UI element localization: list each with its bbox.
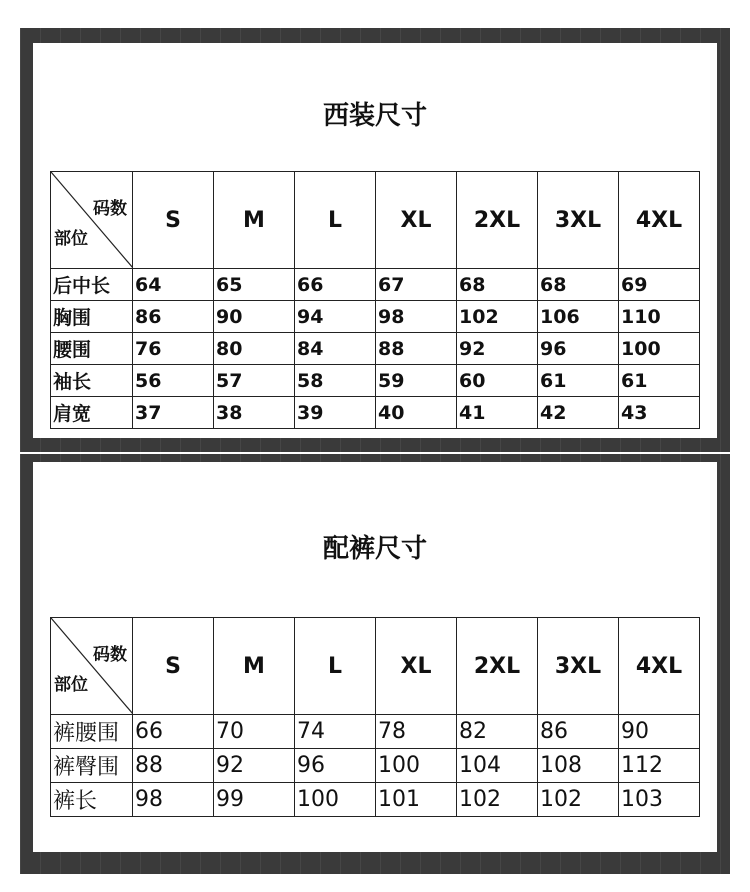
value-cell: 88 xyxy=(133,749,214,783)
value-cell: 60 xyxy=(457,365,538,397)
value-cell: 110 xyxy=(619,301,700,333)
size-header-l: L xyxy=(295,618,376,715)
value-cell: 112 xyxy=(619,749,700,783)
value-cell: 84 xyxy=(295,333,376,365)
value-cell: 76 xyxy=(133,333,214,365)
pants-size-title: 配裤尺寸 xyxy=(322,534,427,564)
corner-label-part: 部位 xyxy=(54,675,88,695)
size-header-4xl: 4XL xyxy=(619,618,700,715)
header-row xyxy=(51,172,700,269)
value-cell: 101 xyxy=(376,783,457,817)
row-label: 裤臀围 xyxy=(51,749,133,783)
corner-cell xyxy=(51,618,133,715)
value-cell: 98 xyxy=(133,783,214,817)
value-cell: 86 xyxy=(538,715,619,749)
value-cell: 68 xyxy=(457,269,538,301)
value-cell: 39 xyxy=(295,397,376,429)
value-cell: 69 xyxy=(619,269,700,301)
value-cell: 59 xyxy=(376,365,457,397)
table-row xyxy=(51,397,700,429)
value-cell: 61 xyxy=(619,365,700,397)
size-header-m: M xyxy=(214,618,295,715)
value-cell: 102 xyxy=(457,783,538,817)
value-cell: 64 xyxy=(133,269,214,301)
size-header-l: L xyxy=(295,172,376,269)
corner-label-size: 码数 xyxy=(93,199,127,219)
value-cell: 94 xyxy=(295,301,376,333)
size-header-3xl: 3XL xyxy=(538,618,619,715)
value-cell: 43 xyxy=(619,397,700,429)
value-cell: 67 xyxy=(376,269,457,301)
size-header-2xl: 2XL xyxy=(457,618,538,715)
table-row xyxy=(51,269,700,301)
value-cell: 56 xyxy=(133,365,214,397)
value-cell: 103 xyxy=(619,783,700,817)
row-label: 袖长 xyxy=(51,365,133,397)
size-header-s: S xyxy=(133,618,214,715)
table-row xyxy=(51,301,700,333)
size-header-s: S xyxy=(133,172,214,269)
row-label: 裤腰围 xyxy=(51,715,133,749)
row-label: 腰围 xyxy=(51,333,133,365)
value-cell: 90 xyxy=(214,301,295,333)
diagonal-line xyxy=(51,618,133,714)
table-row xyxy=(51,715,700,749)
value-cell: 92 xyxy=(457,333,538,365)
row-label: 后中长 xyxy=(51,269,133,301)
diagonal-line xyxy=(51,172,133,268)
value-cell: 98 xyxy=(376,301,457,333)
value-cell: 40 xyxy=(376,397,457,429)
value-cell: 66 xyxy=(133,715,214,749)
value-cell: 41 xyxy=(457,397,538,429)
size-header-m: M xyxy=(214,172,295,269)
value-cell: 86 xyxy=(133,301,214,333)
pants-section-panel xyxy=(33,462,717,852)
value-cell: 68 xyxy=(538,269,619,301)
value-cell: 37 xyxy=(133,397,214,429)
size-header-2xl: 2XL xyxy=(457,172,538,269)
pants-size-table xyxy=(50,617,700,817)
value-cell: 66 xyxy=(295,269,376,301)
corner-label-part: 部位 xyxy=(54,229,88,249)
value-cell: 38 xyxy=(214,397,295,429)
value-cell: 90 xyxy=(619,715,700,749)
corner-label-size: 码数 xyxy=(93,645,127,665)
suit-section-panel xyxy=(33,43,717,438)
pants-section-frame xyxy=(20,454,730,874)
value-cell: 92 xyxy=(214,749,295,783)
suit-size-title: 西装尺寸 xyxy=(322,101,427,131)
value-cell: 99 xyxy=(214,783,295,817)
table-row xyxy=(51,333,700,365)
value-cell: 102 xyxy=(457,301,538,333)
value-cell: 102 xyxy=(538,783,619,817)
value-cell: 74 xyxy=(295,715,376,749)
value-cell: 88 xyxy=(376,333,457,365)
suit-section-frame xyxy=(20,28,730,452)
table-row xyxy=(51,365,700,397)
table-row xyxy=(51,749,700,783)
value-cell: 42 xyxy=(538,397,619,429)
size-header-4xl: 4XL xyxy=(619,172,700,269)
value-cell: 82 xyxy=(457,715,538,749)
corner-cell xyxy=(51,172,133,269)
value-cell: 61 xyxy=(538,365,619,397)
value-cell: 96 xyxy=(295,749,376,783)
header-row xyxy=(51,618,700,715)
size-header-xl: XL xyxy=(376,172,457,269)
value-cell: 100 xyxy=(619,333,700,365)
value-cell: 78 xyxy=(376,715,457,749)
value-cell: 96 xyxy=(538,333,619,365)
row-label: 裤长 xyxy=(51,783,133,817)
value-cell: 65 xyxy=(214,269,295,301)
value-cell: 58 xyxy=(295,365,376,397)
value-cell: 106 xyxy=(538,301,619,333)
size-header-3xl: 3XL xyxy=(538,172,619,269)
value-cell: 100 xyxy=(376,749,457,783)
size-header-xl: XL xyxy=(376,618,457,715)
value-cell: 100 xyxy=(295,783,376,817)
suit-size-table xyxy=(50,171,700,429)
row-label: 胸围 xyxy=(51,301,133,333)
value-cell: 70 xyxy=(214,715,295,749)
value-cell: 104 xyxy=(457,749,538,783)
value-cell: 108 xyxy=(538,749,619,783)
table-row xyxy=(51,783,700,817)
value-cell: 80 xyxy=(214,333,295,365)
row-label: 肩宽 xyxy=(51,397,133,429)
value-cell: 57 xyxy=(214,365,295,397)
